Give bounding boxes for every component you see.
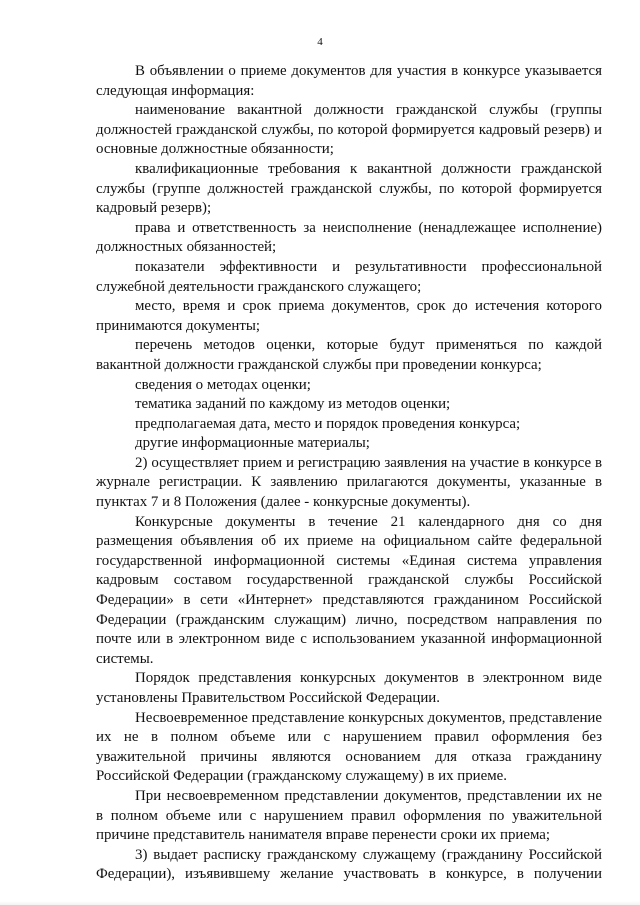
paragraph-task-topics: тематика заданий по каждому из методов оценки; [135, 396, 451, 413]
paragraph-assessment-methods-info: сведения о методах оценки; [135, 376, 311, 393]
paragraph-rights-responsibility: права и ответственность за неисполнение (ненадлежащее исполнение) должностных обязанностей; [96, 219, 602, 256]
paragraph-announcement-intro: В объявлении о приеме документов для участия в конкурсе указывается следующая информация: [96, 63, 602, 99]
paragraph-place-time: место, время и срок приема документов, срок до истечения которого принимаются документы; [96, 298, 602, 334]
paragraph-contest-date: предполагаемая дата, место и порядок проведения конкурса; [135, 415, 521, 432]
paragraph-item-2: 2) осуществляет прием и регистрацию заявления на участие в конкурсе в журнале регистрации. К заявлению прилагаются документы, указанные в пунктах 7 и 8 Положения (далее - конкурсные документы). [96, 454, 602, 511]
paragraph-other-materials: другие информационные материалы; [135, 435, 370, 452]
paragraph-electronic-procedure: Порядок представления конкурсных документов в электронном виде установлены Правительством Российской Федерации. [96, 670, 602, 706]
paragraph-performance-indicators: показатели эффективности и результативности профессиональной служебной деятельности гражданского служащего; [96, 258, 602, 295]
scan-bottom-edge [0, 901, 640, 905]
paragraph-late-submission: Несвоевременное представление конкурсных документов, представление их не в полном объеме или с нарушением правил оформления без уважительной причины являются основанием для отказа гражданину Российской Федерации (гражданскому служащему) в их приеме. [96, 709, 602, 785]
paragraph-item-3: 3) выдает расписку гражданскому служащему (гражданину Российской Федерации), изъявившему желание участвовать в конкурсе, в получении [96, 846, 602, 883]
paragraph-position-title: наименование вакантной должности гражданской службы (группы должностей гражданской службы, по которой формируется кадровый резерв) и основные должностные обязанности; [96, 102, 602, 158]
paragraph-assessment-methods-list: перечень методов оценки, которые будут применяться по каждой вакантной должности гражданской службы при проведении конкурса; [96, 337, 602, 373]
page-number: 4 [317, 36, 323, 48]
paragraph-valid-reason: При несвоевременном представлении документов, представлении их не в полном объеме или с нарушением правил оформления по уважительной причине представитель нанимателя вправе перенести сроки их приема; [96, 787, 602, 844]
paragraph-qualification-requirements: квалификационные требования к вакантной должности гражданской службы (группе должностей гражданской службы, по которой формируется кадровый резерв); [96, 160, 602, 217]
document-body [96, 62, 602, 885]
paragraph-contest-documents: Конкурсные документы в течение 21 календарного дня со дня размещения объявления об их приеме на официальном сайте федеральной государственной информационной системы «Единая система управления кадровым составом государственной гражданской службы Российской Федерации» в сети «Интернет» представляются гражданином Российской Федерации (гражданским служащим) лично, посредством направления по почте или в электронном виде с использованием указанной информационной системы. [96, 513, 602, 667]
